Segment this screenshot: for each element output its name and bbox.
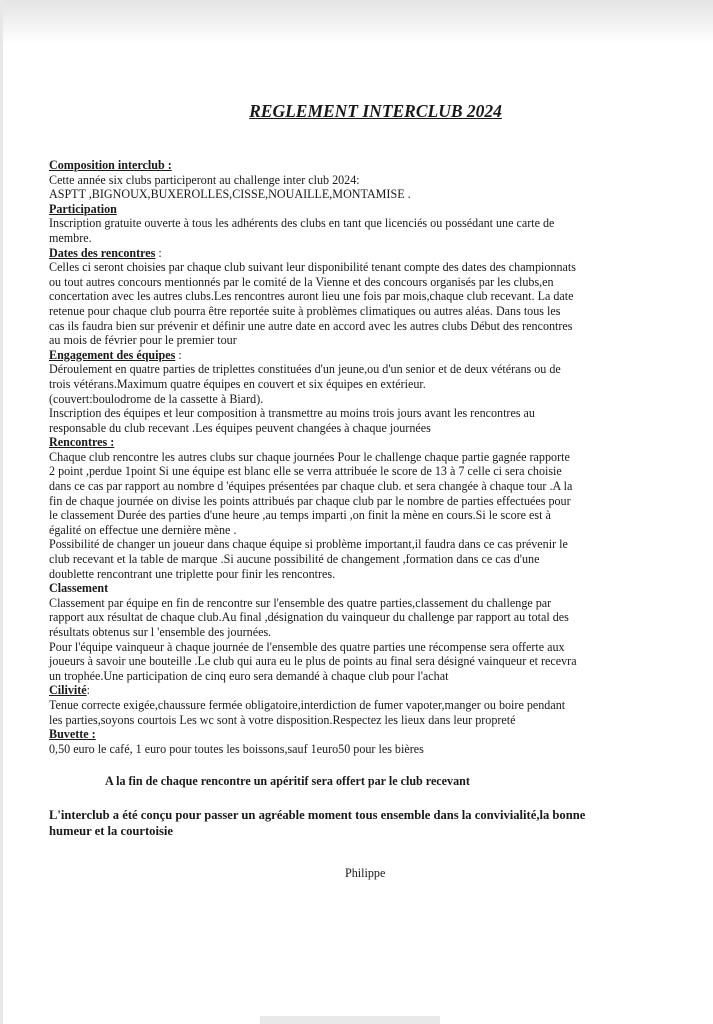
- text-line: Pour l'équipe vainqueur à chaque journée de l'ensemble des quatre parties une récompense sera offerte aux: [49, 639, 565, 654]
- section-dates: [49, 246, 674, 348]
- text-line: ASPTT ,BIGNOUX,BUXEROLLES,CISSE,NOUAILLE,MONTAMISE .: [49, 187, 411, 202]
- text-line: concertation avec les autres clubs.Les rencontres auront lieu une fois par mois,chaque club recevant. La date: [49, 289, 574, 304]
- scan-shadow-left: [0, 0, 3, 1024]
- section-participation: [49, 202, 674, 246]
- text-line: retenue pour chaque club pourra être reportée suite à problèmes climatiques ou autres aléas. Dans tous les: [49, 303, 561, 318]
- section-heading: Rencontres :: [49, 435, 115, 450]
- text-line: Cette année six clubs participeront au challenge inter club 2024:: [49, 172, 360, 187]
- text-line: doublette rencontrant une triplette pour finir les rencontres.: [49, 566, 336, 581]
- section-heading: Composition interclub :: [49, 158, 172, 172]
- text-line: L'interclub a été conçu pour passer un agréable moment tous ensemble dans la convivialité,la bonne: [49, 807, 586, 822]
- text-line: humeur et la courtoisie: [49, 823, 173, 838]
- text-line: au mois de février pour le premier tour: [49, 333, 237, 348]
- text-line: fin de chaque journée on divise les points attribués par chaque club par le nombre de parties effectuées pour: [49, 493, 571, 508]
- text-line: joueurs à savoir une bouteille .Le club qui aura eu le plus de points au final sera désigné vainqueur et recevra: [49, 654, 577, 669]
- text-line: dans ce cas par rapport au nombre d 'équipes présentées par chaque club. et sera changée à chaque tour .A la: [49, 479, 573, 494]
- text-line: ou tout autres concours mentionnés par le comité de la Vienne et des concours organisés par les clubs,en: [49, 274, 554, 289]
- aperitif-note: A la fin de chaque rencontre un apéritif sera offert par le club recevant: [105, 774, 470, 789]
- section-heading: Cilivité: [49, 683, 87, 698]
- section-composition: [49, 158, 674, 202]
- text-line: club recevant et la table de marque .Si aucune possibilité de changement ,formation dans ce cas d'une: [49, 552, 540, 567]
- text-line: égalité on effectue une dernière mène .: [49, 522, 237, 537]
- section-rencontres: [49, 435, 674, 581]
- section-heading: Dates des rencontres: [49, 245, 156, 260]
- text-line: Classement par équipe en fin de rencontre sur l'ensemble des quatre parties,classement du challenge par: [49, 595, 552, 610]
- section-buvette: [49, 727, 674, 756]
- scan-shadow-bottom: [260, 1016, 440, 1024]
- section-heading-row: [49, 246, 674, 261]
- text-line: trois vétérans.Maximum quatre équipes en couvert et six équipes en extérieur.: [49, 376, 426, 391]
- section-civilite: [49, 683, 674, 727]
- heading-suffix: :: [86, 683, 90, 698]
- section-heading-row: [49, 683, 674, 698]
- text-line: Déroulement en quatre parties de triplettes constituées d'un jeune,ou d'un senior et de deux vétérans ou de: [49, 362, 561, 377]
- text-line: le classement Durée des parties d'une heure ,au temps imparti ,on finit la mène en cours.Si le score est à: [49, 508, 551, 523]
- text-line: responsable du club recevant .Les équipes peuvent changées à chaque journées: [49, 420, 431, 435]
- text-line: les parties,soyons courtois Les wc sont à votre disposition.Respectez les lieux dans leur propreté: [49, 712, 516, 727]
- document-title: REGLEMENT INTERCLUB 2024: [249, 101, 502, 121]
- text-line: Inscription gratuite ouverte à tous les adhérents des clubs en tant que licenciés ou possédant une carte de: [49, 216, 555, 231]
- text-line: 2 point ,perdue 1point Si une équipe est blanc elle se verra attribuée le score de 13 à 7 celle ci sera choisie: [49, 464, 562, 479]
- text-line: un trophée.Une participation de cinq euro sera demandé à chaque club pour l'achat: [49, 668, 449, 683]
- heading-suffix: :: [155, 245, 162, 260]
- section-classement: [49, 581, 674, 683]
- text-line: Chaque club rencontre les autres clubs sur chaque journées Pour le challenge chaque partie gagnée rapporte: [49, 449, 570, 464]
- heading-suffix: :: [175, 347, 182, 362]
- text-line: Possibilité de changer un joueur dans chaque équipe si problème important,il faudra dans ce cas prévenir le: [49, 537, 568, 552]
- text-line: membre.: [49, 230, 92, 245]
- section-engagement: [49, 348, 674, 436]
- document-page: [49, 100, 674, 881]
- scan-shadow-top: [0, 0, 713, 44]
- text-line: Tenue correcte exigée,chaussure fermée obligatoire,interdiction de fumer vapoter,manger ou boire pendant: [49, 697, 566, 712]
- text-line: (couvert:boulodrome de la cassette à Biard).: [49, 391, 264, 406]
- section-heading: Participation: [49, 201, 117, 216]
- signature: Philippe: [345, 865, 386, 880]
- text-line: résultats obtenus sur l 'ensemble des journées.: [49, 625, 272, 639]
- text-line: Celles ci seront choisies par chaque club suivant leur disponibilité tenant compte des dates des championnats: [49, 260, 576, 275]
- closing-statement: [49, 807, 674, 839]
- text-line: rapport aux résultat de chaque club.Au final ,désignation du vainqueur du challenge par rapport au total des: [49, 610, 569, 625]
- section-heading-row: [49, 348, 674, 363]
- section-heading: Buvette :: [49, 727, 96, 742]
- section-heading: Classement: [49, 581, 109, 596]
- text-line: cas ils faudra bien sur prévenir et définir une autre date en accord avec les autres clubs Début des rencontres: [49, 318, 573, 333]
- text-line: 0,50 euro le café, 1 euro pour toutes les boissons,sauf 1euro50 pour les bières: [49, 741, 424, 756]
- text-line: Inscription des équipes et leur composition à transmettre au moins trois jours avant les rencontres au: [49, 406, 535, 421]
- section-heading: Engagement des équipes: [49, 347, 176, 362]
